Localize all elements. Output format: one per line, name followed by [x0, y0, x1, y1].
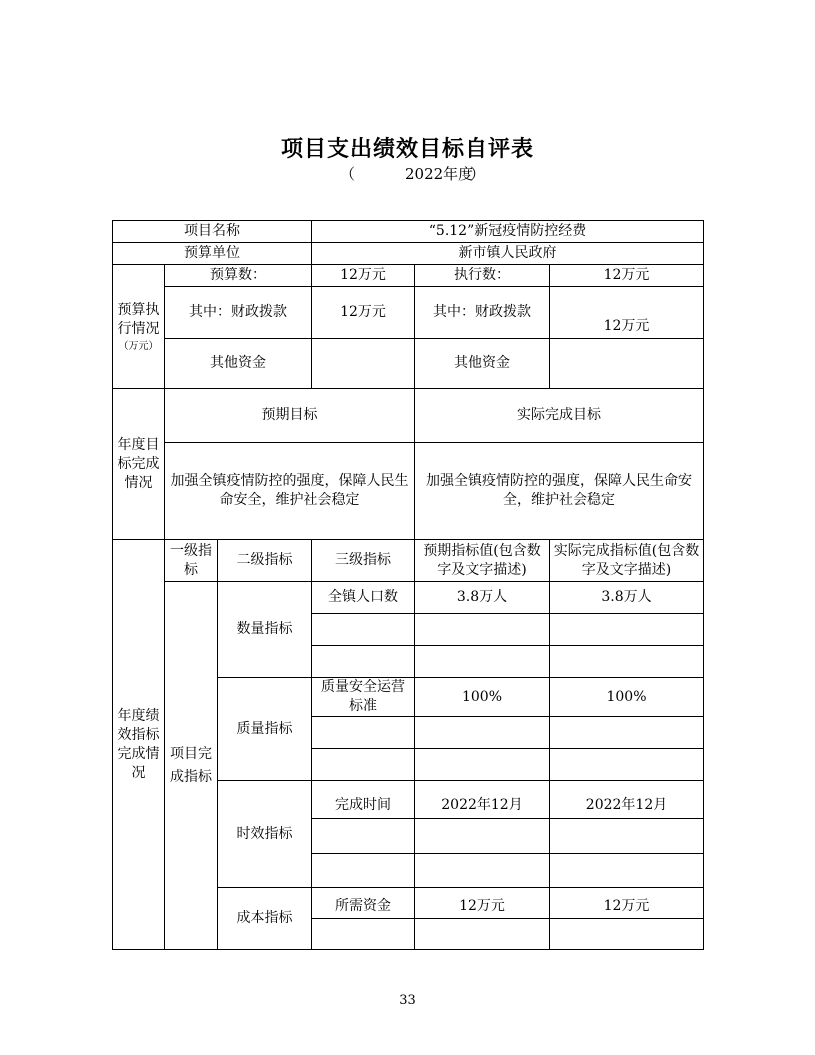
project-name-label: 项目名称: [113, 221, 312, 243]
level1-header: 一级指标: [165, 540, 218, 582]
other-funds-exec-label: 其他资金: [415, 339, 550, 389]
expected-value-header: 预期指标值(包含数字及文字描述): [415, 540, 550, 582]
timeliness-empty-cell: [415, 819, 550, 854]
quality-empty-cell: [415, 717, 550, 749]
cost-empty-cell: [312, 919, 415, 950]
timeliness-empty-cell: [550, 819, 704, 854]
quantity-empty-cell: [415, 646, 550, 678]
quantity-empty-cell: [415, 614, 550, 646]
budget-execution-unit: （万元）: [118, 340, 159, 352]
cost-indicator-name: 所需资金: [312, 888, 415, 919]
fiscal-allocation-label: 其中：财政拨款: [165, 287, 312, 339]
quality-empty-cell: [550, 749, 704, 781]
subtitle-close-paren: ）: [470, 165, 486, 183]
page-title: 项目支出绩效目标自评表: [280, 137, 534, 162]
quantity-empty-cell: [550, 614, 704, 646]
indicators-section: 年度绩效指标完成情况: [113, 540, 165, 950]
expected-goal-text: 加强全镇疫情防控的强度，保障人民生命安全，维护社会稳定: [165, 443, 415, 540]
quality-empty-cell: [312, 749, 415, 781]
quality-expected: 100%: [415, 678, 550, 717]
timeliness-indicator-label: 时效指标: [218, 781, 312, 888]
exec-amount-label: 执行数：: [415, 265, 550, 287]
budget-amount-label: 预算数：: [165, 265, 312, 287]
self-evaluation-table: [112, 220, 704, 950]
budget-amount-value: 12万元: [312, 265, 415, 287]
level2-header: 二级指标: [218, 540, 312, 582]
actual-value-header: 实际完成指标值(包含数字及文字描述): [550, 540, 704, 582]
quality-empty-cell: [312, 717, 415, 749]
budget-execution-label: 预算执行情况: [117, 301, 160, 337]
timeliness-empty-cell: [312, 819, 415, 854]
budget-execution-section: [113, 265, 165, 389]
quality-indicator-label: 质量指标: [218, 678, 312, 781]
level3-header: 三级指标: [312, 540, 415, 582]
page-number: 33: [399, 993, 416, 1008]
budget-unit-label: 预算单位: [113, 243, 312, 265]
other-funds-exec: [550, 339, 704, 389]
timeliness-actual: 2022年12月: [550, 781, 704, 819]
fiscal-allocation-exec: 12万元: [550, 287, 704, 339]
timeliness-indicator-name: 完成时间: [312, 781, 415, 819]
quality-indicator-name: 质量安全运营标准: [312, 678, 415, 717]
subtitle-year: 2022年度: [405, 165, 474, 183]
other-funds-label: 其他资金: [165, 339, 312, 389]
timeliness-empty-cell: [415, 854, 550, 888]
quantity-indicator-label: 数量指标: [218, 582, 312, 678]
quality-actual: 100%: [550, 678, 704, 717]
exec-amount-value: 12万元: [550, 265, 704, 287]
quantity-indicator-name: 全镇人口数: [312, 582, 415, 614]
expected-goal-header: 预期目标: [165, 389, 415, 443]
project-name-value: “5.12”新冠疫情防控经费: [312, 221, 704, 243]
timeliness-expected: 2022年12月: [415, 781, 550, 819]
other-funds-budget: [312, 339, 415, 389]
cost-empty-cell: [550, 919, 704, 950]
quantity-actual: 3.8万人: [550, 582, 704, 614]
quality-empty-cell: [550, 717, 704, 749]
annual-goal-section: 年度目标完成情况: [113, 389, 165, 540]
cost-actual: 12万元: [550, 888, 704, 919]
fiscal-allocation-exec-label: 其中：财政拨款: [415, 287, 550, 339]
cost-indicator-label: 成本指标: [218, 888, 312, 950]
actual-goal-header: 实际完成目标: [415, 389, 704, 443]
timeliness-empty-cell: [550, 854, 704, 888]
level1-value: 项目完成指标: [165, 582, 218, 950]
subtitle-open-paren: （: [340, 165, 356, 183]
quality-empty-cell: [415, 749, 550, 781]
fiscal-allocation-budget: 12万元: [312, 287, 415, 339]
actual-goal-text: 加强全镇疫情防控的强度，保障人民生命安全，维护社会稳定: [415, 443, 704, 540]
quantity-empty-cell: [312, 646, 415, 678]
subtitle: [340, 163, 486, 184]
quantity-empty-cell: [312, 614, 415, 646]
cost-empty-cell: [415, 919, 550, 950]
quantity-empty-cell: [550, 646, 704, 678]
timeliness-empty-cell: [312, 854, 415, 888]
cost-expected: 12万元: [415, 888, 550, 919]
budget-unit-value: 新市镇人民政府: [312, 243, 704, 265]
quantity-expected: 3.8万人: [415, 582, 550, 614]
